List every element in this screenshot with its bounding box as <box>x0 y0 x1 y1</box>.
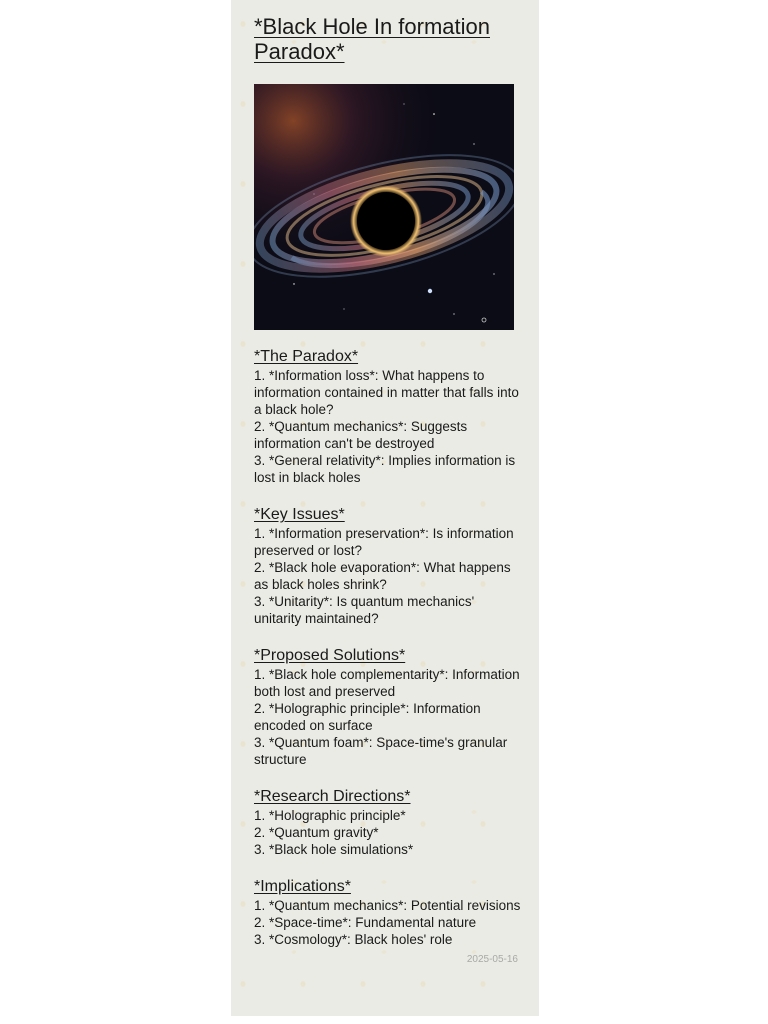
list-item: 2. *Black hole evaporation*: What happens as black holes shrink? <box>254 560 511 592</box>
list-item: 1. *Information loss*: What happens to information contained in matter that falls into a black hole? <box>254 368 519 417</box>
black-hole-image <box>254 84 514 330</box>
note-date: 2025-05-16 <box>466 954 518 965</box>
section <box>254 646 524 768</box>
section-heading: *Proposed Solutions* <box>254 647 406 664</box>
section-heading: *Research Directions* <box>254 788 411 805</box>
list-item: 2. *Quantum mechanics*: Suggests information can't be destroyed <box>254 419 468 451</box>
section <box>254 877 524 948</box>
section-heading: *Key Issues* <box>254 506 345 523</box>
section <box>254 505 524 627</box>
note-content <box>254 347 524 967</box>
list-item: 2. *Holographic principle*: Information encoded on surface <box>254 701 481 733</box>
section-heading: *Implications* <box>254 878 351 895</box>
list-item: 2. *Quantum gravity* <box>254 825 379 840</box>
list-item: 3. *Black hole simulations* <box>254 842 414 857</box>
list-item: 1. *Quantum mechanics*: Potential revisions <box>254 898 521 913</box>
list-item: 1. *Holographic principle* <box>254 808 406 823</box>
list-item: 3. *General relativity*: Implies information is lost in black holes <box>254 453 516 485</box>
black-hole-illustration <box>254 84 514 330</box>
section <box>254 787 524 858</box>
list-item: 3. *Unitarity*: Is quantum mechanics' unitarity maintained? <box>254 594 475 626</box>
page-title: *Black Hole In formation Paradox* <box>254 14 490 64</box>
list-item: 3. *Quantum foam*: Space-time's granular structure <box>254 735 508 767</box>
list-item: 1. *Information preservation*: Is information preserved or lost? <box>254 526 514 558</box>
section <box>254 347 524 486</box>
note-page <box>231 0 539 1016</box>
list-item: 3. *Cosmology*: Black holes' role <box>254 932 453 947</box>
section-heading: *The Paradox* <box>254 348 359 365</box>
list-item: 1. *Black hole complementarity*: Information both lost and preserved <box>254 667 520 699</box>
list-item: 2. *Space-time*: Fundamental nature <box>254 915 477 930</box>
